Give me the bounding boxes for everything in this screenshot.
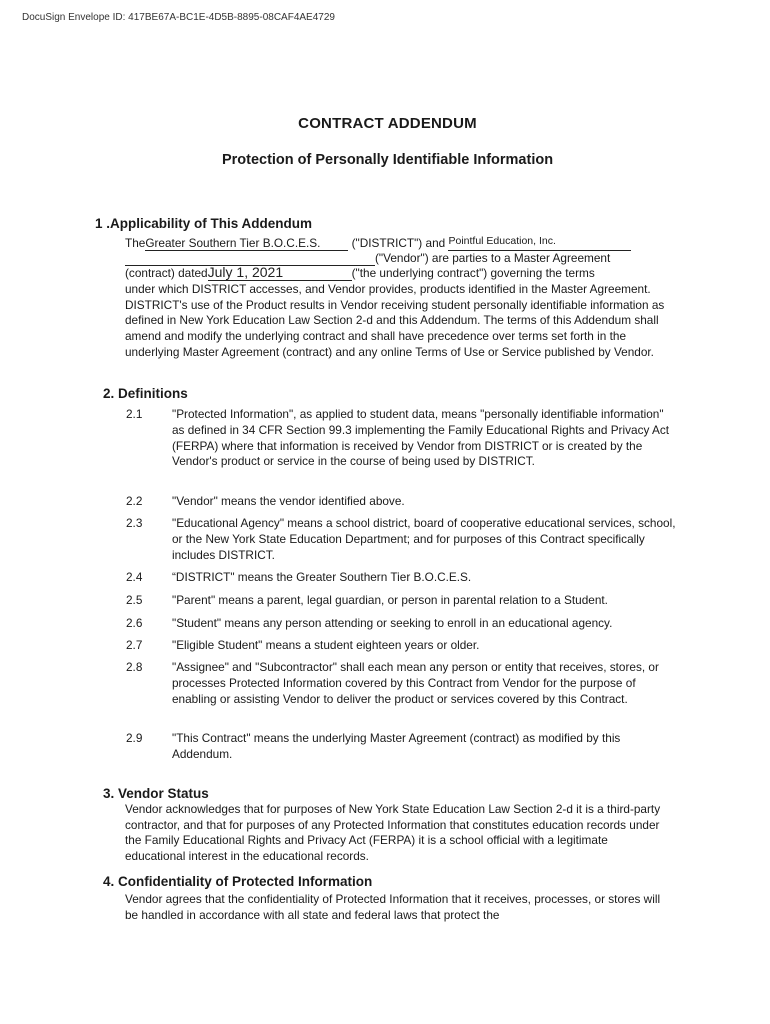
date-field [208, 266, 352, 281]
def-2-8-number: 2.8 [126, 660, 143, 674]
def-2-8-text: "Assignee" and "Subcontractor" shall each mean any person or entity that receives, stores, or processes Protected Information covered by this Contract from Vendor for the purpose of enabling or assisting Vendor to deliver the product or services covered by this Contract. [172, 660, 659, 706]
underlying-contract-text: ("the underlying contract") governing the terms [351, 266, 595, 280]
def-2-3-text: "Educational Agency" means a school district, board of cooperative educational services, school, or the New York State Education Department; and for purposes of this Contract specifically includes DISTRICT. [172, 516, 676, 562]
district-tag: ("DISTRICT") and [351, 236, 446, 250]
def-2-6-number: 2.6 [126, 616, 143, 630]
def-2-4-text: “DISTRICT" means the Greater Southern Tier B.O.C.E.S. [172, 570, 472, 584]
def-2-1-number: 2.1 [126, 407, 143, 421]
def-2-4-number: 2.4 [126, 570, 143, 584]
district-name-value: Greater Southern Tier B.O.C.E.S. [145, 236, 321, 250]
docusign-envelope-id: DocuSign Envelope ID: 417BE67A-BC1E-4D5B-8895-08CAF4AE4729 [22, 12, 335, 23]
vendor-name-value: Pointful Education, Inc. [448, 235, 556, 247]
section-4-body: Vendor agrees that the confidentiality of Protected Information that it receives, processes, or stores will be handled in accordance with all state and federal laws that protect the [125, 892, 661, 922]
document-subtitle: Protection of Personally Identifiable Information [221, 152, 554, 168]
def-2-9-text: "This Contract" means the underlying Master Agreement (contract) as modified by this Addendum. [172, 731, 621, 761]
section-3-body: Vendor acknowledges that for purposes of New York State Education Law Section 2-d it is a third-party contractor, and that for purposes of any Protected Information that constitutes education records under the Family Educational Rights and Privacy Act (FERPA) it is a school official with a legitimate educational interest in the educational records. [125, 802, 661, 864]
def-2-7-number: 2.7 [126, 638, 143, 652]
def-2-5-text: "Parent" means a parent, legal guardian, or person in parental relation to a Student. [172, 593, 608, 607]
document-title: CONTRACT ADDENDUM [298, 115, 477, 132]
vendor-line [125, 251, 610, 267]
parties-line [125, 235, 631, 251]
def-2-3-number: 2.3 [126, 516, 143, 530]
section-1-body: under which DISTRICT accesses, and Vendor provides, products identified in the Master Agreement. DISTRICT's use of the Product results in Vendor receiving student personally identifiable information as defined in New York Education Law Section 2-d and this Addendum. The terms of this Addendum shall amend and modify the underlying contract and shall have precedence over terms set forth in the underlying Master Agreement (contract) and any online Terms of Use or Service published by Vendor. [125, 282, 665, 359]
def-2-1-text: "Protected Information", as applied to student data, means "personally identifiable information" as defined in 34 CFR Section 99.3 implementing the Family Educational Rights and Privacy Act (FERPA) where that information is received by Vendor from DISTRICT or is created by the Vendor's product or service in the course of being used by DISTRICT. [172, 407, 670, 469]
section-1-heading: 1 .Applicability of This Addendum [95, 216, 313, 231]
date-value: July 1, 2021 [207, 264, 284, 280]
section-3-heading: 3. Vendor Status [103, 786, 209, 801]
def-2-5-number: 2.5 [126, 593, 143, 607]
contract-dated-label: (contract) dated [125, 266, 208, 280]
vendor-tag: ("Vendor") are parties to a Master Agreement [375, 251, 611, 265]
def-2-9-number: 2.9 [126, 731, 143, 745]
vendor-name-field [448, 235, 631, 251]
def-2-7-text: "Eligible Student" means a student eighteen years or older. [172, 638, 480, 652]
date-line [125, 266, 595, 282]
district-name-field [145, 237, 348, 251]
def-2-2-text: "Vendor" means the vendor identified above. [172, 494, 405, 508]
section-4-heading: 4. Confidentiality of Protected Information [103, 874, 373, 889]
the-word: The [125, 236, 146, 250]
def-2-6-text: "Student" means any person attending or seeking to enroll in an educational agency. [172, 616, 613, 630]
def-2-2-number: 2.2 [126, 494, 143, 508]
section-2-heading: 2. Definitions [103, 386, 188, 401]
